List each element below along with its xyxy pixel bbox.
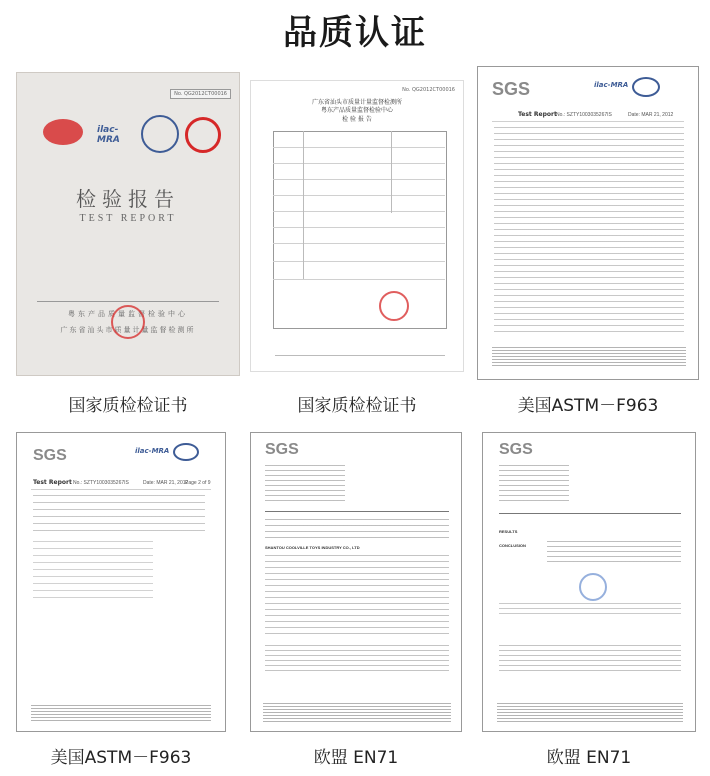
org-name: 广东省汕头市质量计量监督检测所: [311, 99, 402, 106]
note-block: [265, 645, 449, 675]
ilac-mra-logo: ilac-MRA: [594, 81, 629, 89]
approval-line: [265, 511, 449, 512]
report-label: Test Report: [33, 479, 72, 486]
report-number: No.: SZTY1003035267IS: [556, 112, 612, 118]
approval-line: [499, 513, 681, 514]
caption-2: 国家质检检证书: [297, 396, 417, 416]
ilac-mra-logo: ilac-MRA: [97, 125, 120, 145]
table-row-line: [273, 195, 445, 196]
caption-3: 美国ASTM－F963: [517, 396, 659, 416]
caption-4: 美国ASTM－F963: [50, 748, 192, 768]
sgs-logo: SGS: [33, 447, 67, 464]
table-row-line: [273, 163, 445, 164]
table-col-line: [303, 131, 304, 279]
report-code: No. QG2012CT00016: [402, 87, 455, 93]
address-block: [265, 465, 345, 505]
table-row-line: [273, 147, 445, 148]
reference-block: [265, 519, 449, 541]
sgs-logo: SGS: [265, 441, 299, 458]
footer-text: [492, 347, 686, 367]
table-row-line: [273, 227, 445, 228]
report-date: Date: MAR 21, 2012: [143, 480, 189, 486]
center-name: 粤东产品质量监督检验中心: [320, 107, 393, 114]
sgs-stamp: [579, 573, 607, 601]
cal-logo: [185, 117, 221, 153]
caption-6: 欧盟 EN71: [546, 748, 632, 768]
table-row-line: [273, 279, 445, 280]
red-seal: [379, 291, 409, 321]
sgs-logo: SGS: [499, 441, 533, 458]
cma-logo: [43, 119, 83, 145]
certificate-card-1[interactable]: [16, 72, 240, 376]
report-number: No.: SZTY1003035267IS: [73, 480, 129, 486]
table-row-line: [273, 179, 445, 180]
report-code: No. QG2012CT00016: [170, 89, 231, 99]
conclusion-label: CONCLUSION: [499, 543, 526, 548]
report-date: Date: MAR 21, 2012: [628, 112, 674, 118]
sgs-logo: SGS: [492, 79, 531, 99]
certificate-card-6[interactable]: [482, 432, 696, 732]
conclusion-text: [547, 541, 681, 565]
report-subheading: TEST REPORT: [79, 213, 177, 224]
doc-title: 检 验 报 告: [342, 116, 372, 123]
signature-block: [499, 603, 681, 617]
page-title: 品质认证: [283, 13, 427, 53]
results-label: RESULTS: [499, 529, 518, 534]
footer-text: [497, 703, 683, 723]
report-table: [273, 131, 447, 329]
cover-divider: [37, 301, 219, 302]
header-divider: [31, 489, 211, 490]
red-seal: [111, 305, 145, 339]
report-label: Test Report: [518, 111, 557, 118]
cnas-logo: [632, 77, 660, 97]
note-block: [499, 645, 681, 675]
document-text-block: [494, 127, 684, 337]
footer-text: [31, 705, 211, 723]
address-block: [499, 465, 569, 505]
footer-text: [263, 703, 451, 723]
client-name: SHANTOU COOLVILLE TOYS INDUSTRY CO., LTD: [265, 545, 360, 550]
signature-block: [33, 541, 153, 601]
ilac-mra-logo: ilac-MRA: [135, 447, 170, 455]
certificate-card-4[interactable]: [16, 432, 226, 732]
report-heading: 检验报告: [76, 187, 180, 211]
certificate-card-3[interactable]: [477, 66, 699, 380]
page-number: Page 2 of 9: [185, 480, 211, 486]
table-col-line: [391, 131, 392, 213]
cover-org-line-1: 粤东产品质量监督检验中心: [68, 310, 188, 318]
document-text-block: [33, 495, 205, 535]
cnas-logo: [141, 115, 179, 153]
certificate-card-5[interactable]: [250, 432, 462, 732]
signature-row: [275, 343, 445, 356]
table-row-line: [273, 243, 445, 244]
cover-org-line-2: 广东省汕头市质量计量监督检测所: [60, 326, 196, 334]
caption-5: 欧盟 EN71: [313, 748, 399, 768]
table-row-line: [273, 261, 445, 262]
sample-block: [265, 555, 449, 639]
table-row-line: [273, 211, 445, 212]
caption-1: 国家质检检证书: [68, 396, 188, 416]
cnas-logo: [173, 443, 199, 461]
header-divider: [492, 121, 684, 122]
certificate-card-2[interactable]: [250, 80, 464, 372]
